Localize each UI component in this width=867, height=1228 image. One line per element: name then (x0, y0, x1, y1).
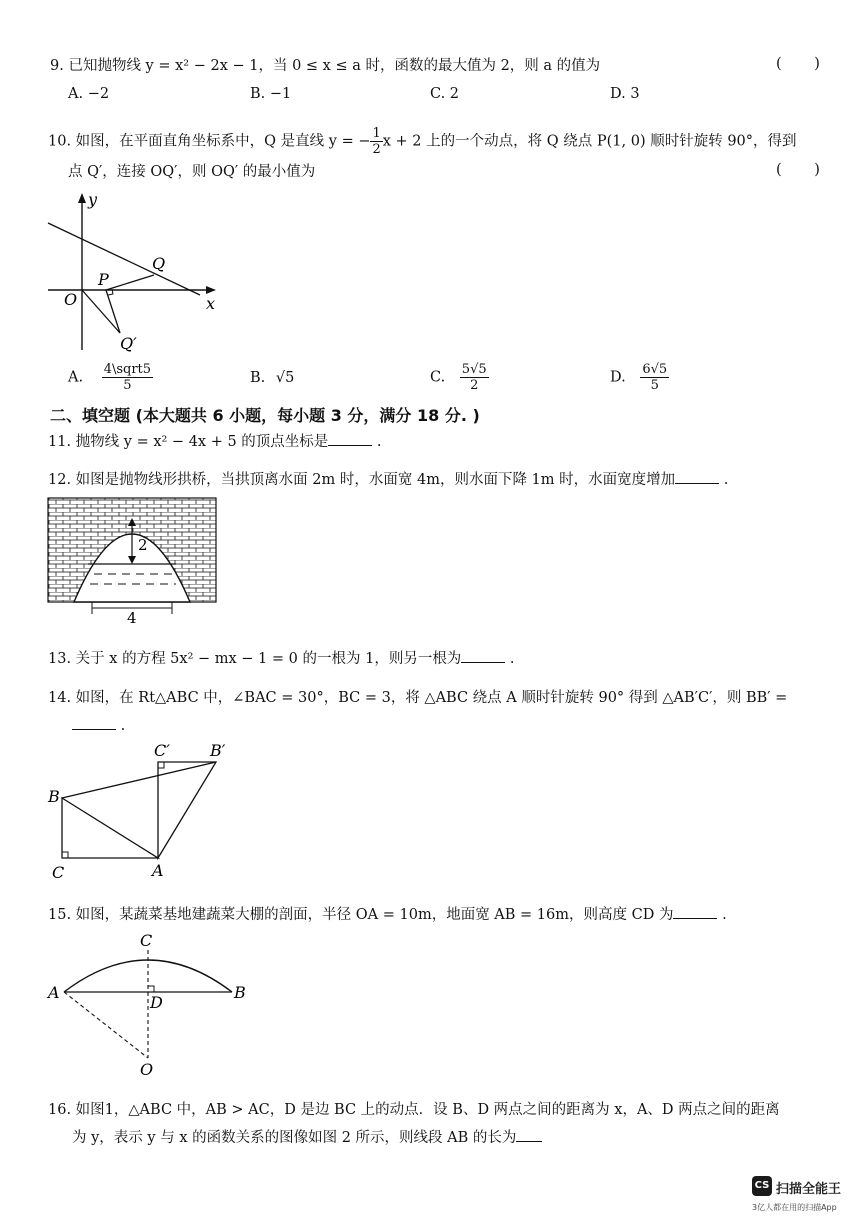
q14-triangle-ab2c2 (158, 762, 216, 858)
q15-segment-ao (64, 992, 148, 1058)
q10-x-axis-arrow (206, 286, 216, 294)
q15-label-o: O (140, 1060, 154, 1079)
q9-option-a: A. −2 (68, 86, 110, 102)
q14-label-a: A (152, 861, 164, 880)
q15-greenhouse-figure (44, 930, 260, 1080)
q9-answer-paren: ( ) (776, 56, 834, 72)
q16-blank (516, 1140, 542, 1142)
q10-segment-oq2 (82, 290, 120, 333)
q15-stem: 15. 如图，某蔬菜基地建蔬菜大棚的剖面，半径 OA = 10m，地面宽 AB = 16m，则高度 CD 为 . (48, 907, 727, 923)
q12-stem: 12. 如图是抛物线形拱桥，当拱顶离水面 2m 时，水面宽 4m，则水面下降 1m 时，水面宽度增加 . (48, 472, 729, 488)
q14-stem-line1: 14. 如图，在 Rt△ABC 中，∠BAC = 30°，BC = 3，将 △ABC 绕点 A 顺时针旋转 90° 得到 △AB′C′，则 BB′ = (48, 690, 788, 706)
q10-answer-paren: ( ) (776, 162, 834, 178)
q9-option-b: B. −1 (250, 86, 292, 102)
q15-blank (673, 917, 717, 919)
q14-right-angle-c (62, 852, 68, 858)
q11-stem: 11. 抛物线 y = x² − 4x + 5 的顶点坐标是 . (48, 434, 382, 450)
q14-label-b-prime: B′ (210, 741, 226, 760)
q13-stem: 13. 关于 x 的方程 5x² − mx − 1 = 0 的一根为 1，则另一根为 . (48, 651, 515, 667)
watermark-app-name: 扫描全能王 (776, 1182, 842, 1197)
q11-blank (328, 444, 372, 446)
q14-blank (72, 728, 116, 730)
q12-height-label: 2 (138, 536, 148, 554)
q10-label-y: y (88, 190, 98, 209)
q10-segment-pq (106, 275, 154, 290)
q10-label-o: O (64, 290, 78, 309)
q14-label-c: C (52, 863, 65, 882)
section2-title: 二、填空题 (本大题共 6 小题，每小题 3 分，满分 18 分. ) (50, 406, 480, 425)
q14-triangle-abc (62, 798, 158, 858)
q10-option-c: C. $\frac{5√5}{2}$ (430, 362, 487, 393)
q9-stem: 9. 已知抛物线 y = x² − 2x − 1，当 0 ≤ x ≤ a 时，函数的最大值为 2，则 a 的值为 (50, 58, 601, 74)
q10-coordinate-figure (40, 185, 240, 360)
q16-stem-line1: 16. 如图1，△ABC 中，AB > AC，D 是边 BC 上的动点．设 B、D 两点之间的距离为 x，A、D 两点之间的距离 (48, 1102, 780, 1118)
q12-arch-bridge-figure (46, 496, 218, 626)
q15-label-a: A (48, 983, 60, 1002)
q10-label-x: x (206, 294, 216, 313)
q10-label-p: P (98, 270, 109, 289)
q14-triangle-figure (44, 738, 244, 884)
q15-label-b: B (234, 983, 246, 1002)
q10-option-b: B. √5 (250, 370, 295, 386)
q13-blank (461, 661, 505, 663)
q9-option-c: C. 2 (430, 86, 460, 102)
q15-right-angle-d (148, 986, 154, 992)
q14-label-c-prime: C′ (154, 741, 170, 760)
q14-label-b: B (48, 787, 60, 806)
q10-option-a: A. $\frac{\text{4\textbackslash{}sqrt5}}{5}$ (68, 362, 152, 393)
q15-label-c: C (140, 931, 153, 950)
q12-blank (675, 482, 719, 484)
q9-option-d: D. 3 (610, 86, 640, 102)
watermark-tagline: 3亿人都在用的扫描App (752, 1203, 837, 1212)
q10-stem-line1: 10. 如图，在平面直角坐标系中，Q 是直线 y = − $\frac{1}{2}$ x + 2 上的一个动点，将 Q 绕点 P(1, 0) 顺时针旋转 90°，得到 (48, 126, 797, 157)
q14-segment-bb2 (62, 762, 216, 798)
q15-label-d: D (150, 993, 163, 1012)
q10-segment-pq2 (106, 290, 120, 333)
q10-y-axis-arrow (78, 193, 86, 203)
q10-option-d: D. $\frac{6√5}{5}$ (610, 362, 668, 393)
q14-stem-line2: . (72, 716, 125, 736)
q10-label-q-prime: Q′ (120, 334, 137, 353)
q12-width-label: 4 (127, 609, 137, 626)
q14-right-angle-c2 (158, 762, 164, 768)
q10-stem-line2: 点 Q′，连接 OQ′，则 OQ′ 的最小值为 (68, 164, 316, 180)
q10-label-q: Q (152, 254, 166, 273)
q10-fraction: $\frac{1}{2}$ (372, 126, 381, 157)
q16-stem-line2: 为 y，表示 y 与 x 的函数关系的图像如图 2 所示，则线段 AB 的长为 (72, 1128, 542, 1148)
cs-scanner-logo-icon: CS (752, 1176, 772, 1196)
